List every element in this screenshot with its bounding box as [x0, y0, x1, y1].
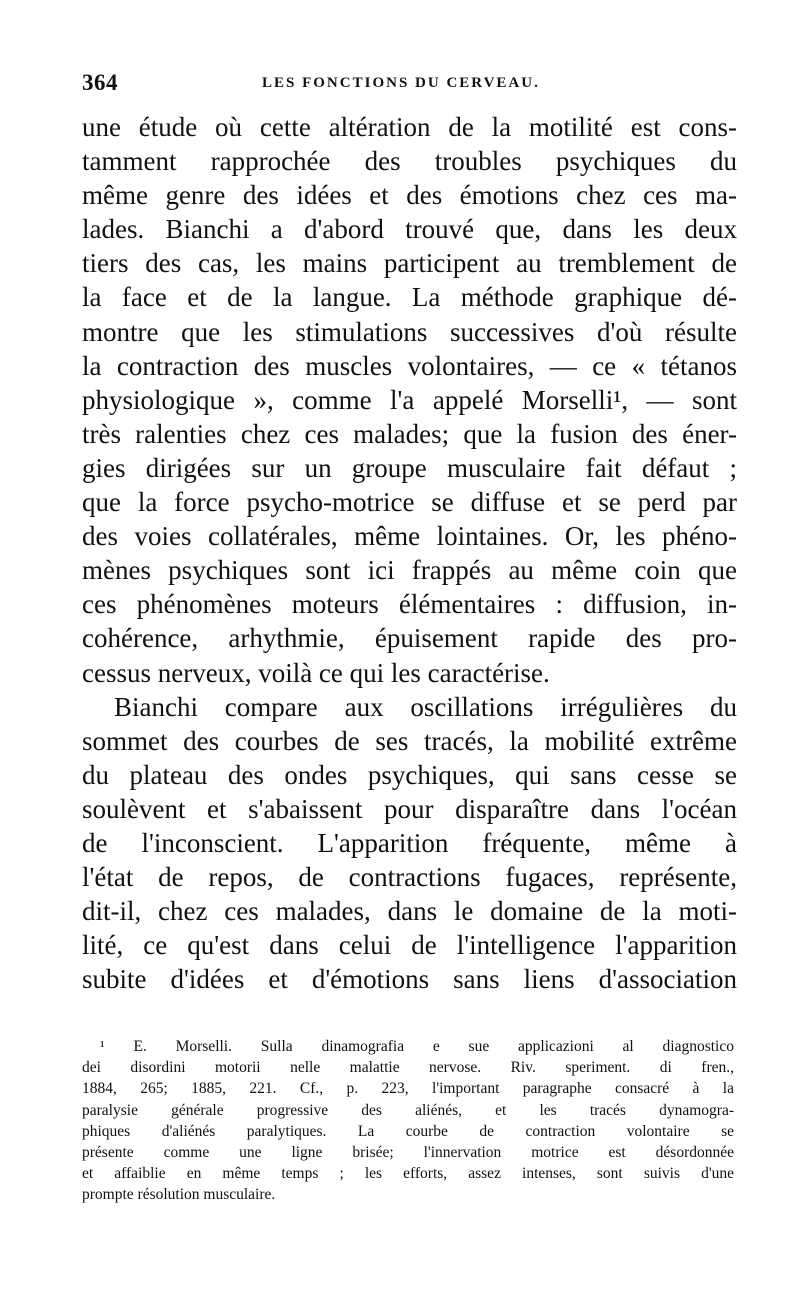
- footnotes: [82, 1036, 734, 1206]
- body-line: dit-il, chez ces malades, dans le domaine de la moti-: [82, 896, 737, 927]
- footnote-line: dei disordini motorii nelle malattie nervose. Riv. speriment. di fren.,: [82, 1059, 734, 1077]
- body-line: lité, ce qu'est dans celui de l'intelligence l'apparition: [82, 930, 737, 961]
- body-line: la face et de la langue. La méthode graphique dé-: [82, 282, 737, 313]
- footnote-line: présente comme une ligne brisée; l'innervation motrice est désordonnée: [82, 1143, 734, 1161]
- footnote-line: et affaiblie en même temps ; les efforts, assez intenses, sont suivis d'une: [82, 1165, 734, 1183]
- body-line: la contraction des muscles volontaires, — ce « tétanos: [82, 350, 737, 381]
- body-line: même genre des idées et des émotions chez ces ma-: [82, 180, 737, 211]
- body-line: des voies collatérales, même lointaines. Or, les phéno-: [82, 521, 737, 552]
- footnote-line: prompte résolution musculaire.: [82, 1186, 276, 1204]
- body-line: soulèvent et s'abaissent pour disparaître dans l'océan: [82, 793, 737, 824]
- body-line: physiologique », comme l'a appelé Morselli¹, — sont: [82, 384, 737, 415]
- body-line: sommet des courbes de ses tracés, la mobilité extrême: [82, 725, 737, 756]
- body-line: lades. Bianchi a d'abord trouvé que, dans les deux: [82, 214, 737, 245]
- body-line: ces phénomènes moteurs élémentaires : diffusion, in-: [82, 589, 737, 620]
- body-line: gies dirigées sur un groupe musculaire fait défaut ;: [82, 452, 737, 483]
- footnote-line: phiques d'aliénés paralytiques. La courbe de contraction volontaire se: [82, 1122, 734, 1140]
- body-line: tiers des cas, les mains participent au tremblement de: [82, 248, 737, 279]
- body-line: l'état de repos, de contractions fugaces, représente,: [82, 862, 737, 893]
- body-text: [82, 110, 737, 996]
- body-line: subite d'idées et d'émotions sans liens d'association: [82, 964, 737, 995]
- body-line: très ralenties chez ces malades; que la fusion des éner-: [82, 418, 737, 449]
- body-line: tamment rapprochée des troubles psychiques du: [82, 146, 737, 177]
- body-line: une étude où cette altération de la motilité est cons-: [82, 112, 737, 142]
- body-line: cohérence, arhythmie, épuisement rapide des pro-: [82, 623, 737, 654]
- body-line: montre que les stimulations successives d'où résulte: [82, 316, 737, 347]
- body-line: cessus nerveux, voilà ce qui les caractérise.: [82, 657, 550, 688]
- running-head: [82, 70, 738, 104]
- body-line: que la force psycho-motrice se diffuse et se perd par: [82, 487, 737, 518]
- page-number: 364: [82, 70, 118, 95]
- footnote-line: ¹ E. Morselli. Sulla dinamografia e sue applicazioni al diagnostico: [100, 1038, 734, 1055]
- body-line: mènes psychiques sont ici frappés au même coin que: [82, 555, 737, 586]
- footnote-line: 1884, 265; 1885, 221. Cf., p. 223, l'important paragraphe consacré à la: [82, 1080, 734, 1098]
- body-line: de l'inconscient. L'apparition fréquente, même à: [82, 827, 737, 858]
- body-line: Bianchi compare aux oscillations irrégulières du: [114, 691, 737, 722]
- footnote-line: paralysie générale progressive des aliénés, et les tracés dynamogra-: [82, 1101, 734, 1119]
- running-title: LES FONCTIONS DU CERVEAU.: [262, 75, 540, 91]
- body-line: du plateau des ondes psychiques, qui sans cesse se: [82, 759, 737, 790]
